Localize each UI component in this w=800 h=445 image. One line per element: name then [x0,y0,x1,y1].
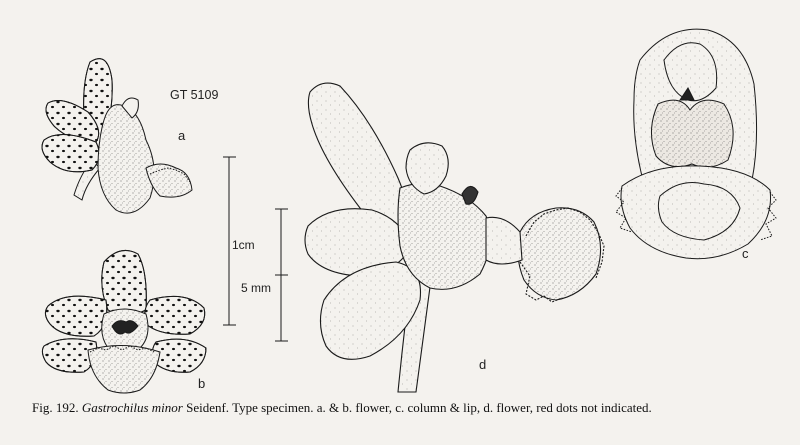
label-b: b [198,376,206,391]
label-c: c [742,246,749,261]
caption-fig-number: Fig. 192. [32,400,79,415]
caption-species: Gastrochilus minor [81,400,183,415]
scale-label-1cm: 1cm [232,238,255,252]
drawing-d-flower-large [305,83,604,392]
scale-label-5mm: 5 mm [241,281,271,295]
specimen-code: GT 5109 [170,88,219,102]
drawing-c-column-lip [616,29,776,259]
label-d: d [479,357,487,372]
label-a: a [178,128,186,143]
drawing-a-flower-side [42,59,192,214]
caption-description: Seidenf. Type specimen. a. & b. flower, c. column & lip, d. flower, red dots not indicated. [182,400,652,415]
drawing-b-flower-front [42,250,206,393]
scale-bar-5mm [275,209,288,341]
figure-caption [32,400,792,416]
